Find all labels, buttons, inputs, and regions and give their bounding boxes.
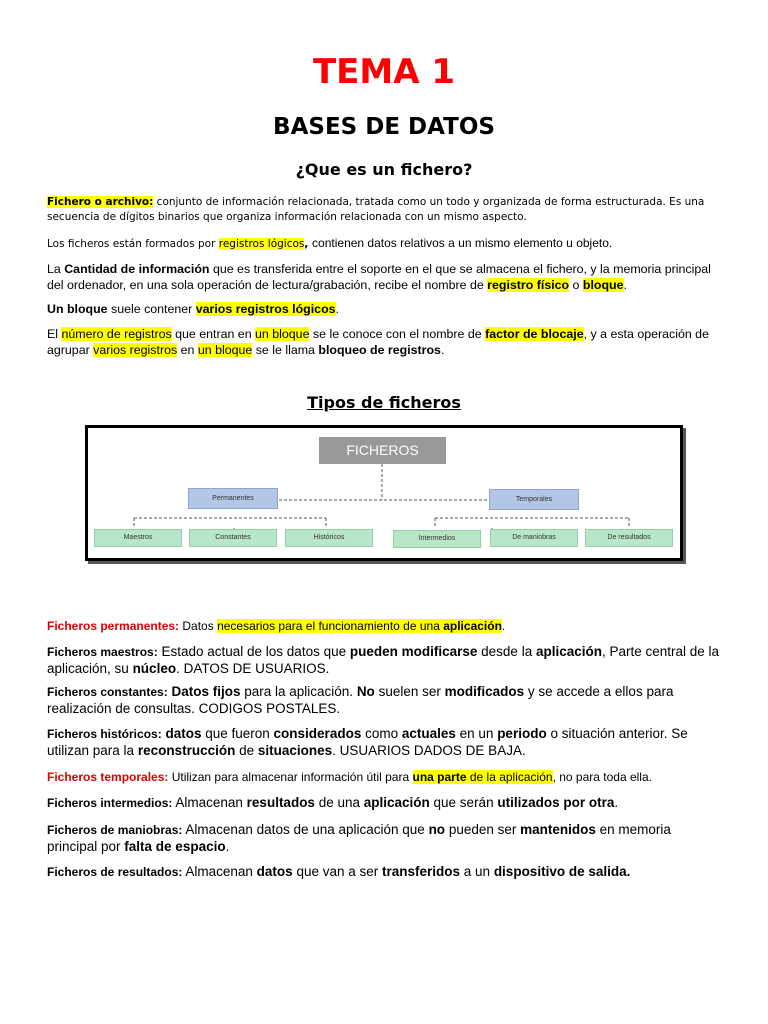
diagram-leaf-constantes: Constantes [189,529,277,547]
section-heading-tipos: Tipos de ficheros [307,393,461,412]
diagram-leaf-de-maniobras: De maniobras [490,529,578,547]
paragraph-cantidad: La Cantidad de información que es transferida entre el soporte en el que se almacena el fichero, y la memoria principal del ordenador, en una sola operación de lectura/grabación, recibe el nombre de registro físico o bloque. [47,262,711,292]
definition-constantes: Ficheros constantes: Datos fijos para la aplicación. No suelen ser modificados y se accede a ellos para realización de consultas. CODIGOS POSTALES. [47,684,674,716]
paragraph-registros: Los ficheros están formados por registros lógicos, contienen datos relativos a un mismo elemento u objeto. [47,236,613,250]
paragraph-factor-blocaje: El número de registros que entran en un bloque se le conoce con el nombre de factor de blocaje, y a esta operación de agrupar varios registros en un bloque se le llama bloqueo de registros. [47,327,709,357]
paragraph-bloque: Un bloque suele contener varios registros lógicos. [47,302,339,316]
definition-permanentes: Ficheros permanentes: Datos necesarios para el funcionamiento de una aplicación. [47,619,506,633]
page-subtitle: BASES DE DATOS [273,114,495,140]
diagram-node-permanentes: Permanentes [188,488,278,509]
page-title: TEMA 1 [312,52,456,92]
ficheros-diagram [85,425,683,561]
diagram-leaf-intermedios: Intermedios [393,530,481,548]
definition-resultados: Ficheros de resultados: Almacenan datos que van a ser transferidos a un dispositivo de salida. [47,864,631,879]
definition-maniobras: Ficheros de maniobras: Almacenan datos de una aplicación que no pueden ser mantenidos en memoria principal por falta de espacio. [47,822,671,854]
diagram-root-ficheros: FICHEROS [319,437,446,464]
diagram-leaf-maestros: Maestros [94,529,182,547]
definition-historicos: Ficheros históricos: datos que fueron considerados como actuales en un periodo o situación anterior. Se utilizan para la reconstrucción de situaciones. USUARIOS DADOS DE BAJA. [47,726,688,758]
paragraph-definition: Fichero o archivo: conjunto de información relacionada, tratada como un todo y organizada de forma estructurada. Es una secuencia de dígitos binarios que organiza información relacionada con un mismo aspecto. [47,196,705,223]
diagram-leaf-historicos: Históricos [285,529,373,547]
definition-intermedios: Ficheros intermedios: Almacenan resultados de una aplicación que serán utilizados por otra. [47,795,619,810]
section-heading-fichero: ¿Que es un fichero? [295,160,473,179]
diagram-leaf-de-resultados: De resultados [585,529,673,547]
diagram-node-temporales: Temporales [489,489,579,510]
definition-temporales: Ficheros temporales: Utilizan para almacenar información útil para una parte de la aplicación, no para toda ella. [47,770,652,784]
definition-maestros: Ficheros maestros: Estado actual de los datos que pueden modificarse desde la aplicación, Parte central de la aplicación, su núcleo. DATOS DE USUARIOS. [47,644,720,676]
